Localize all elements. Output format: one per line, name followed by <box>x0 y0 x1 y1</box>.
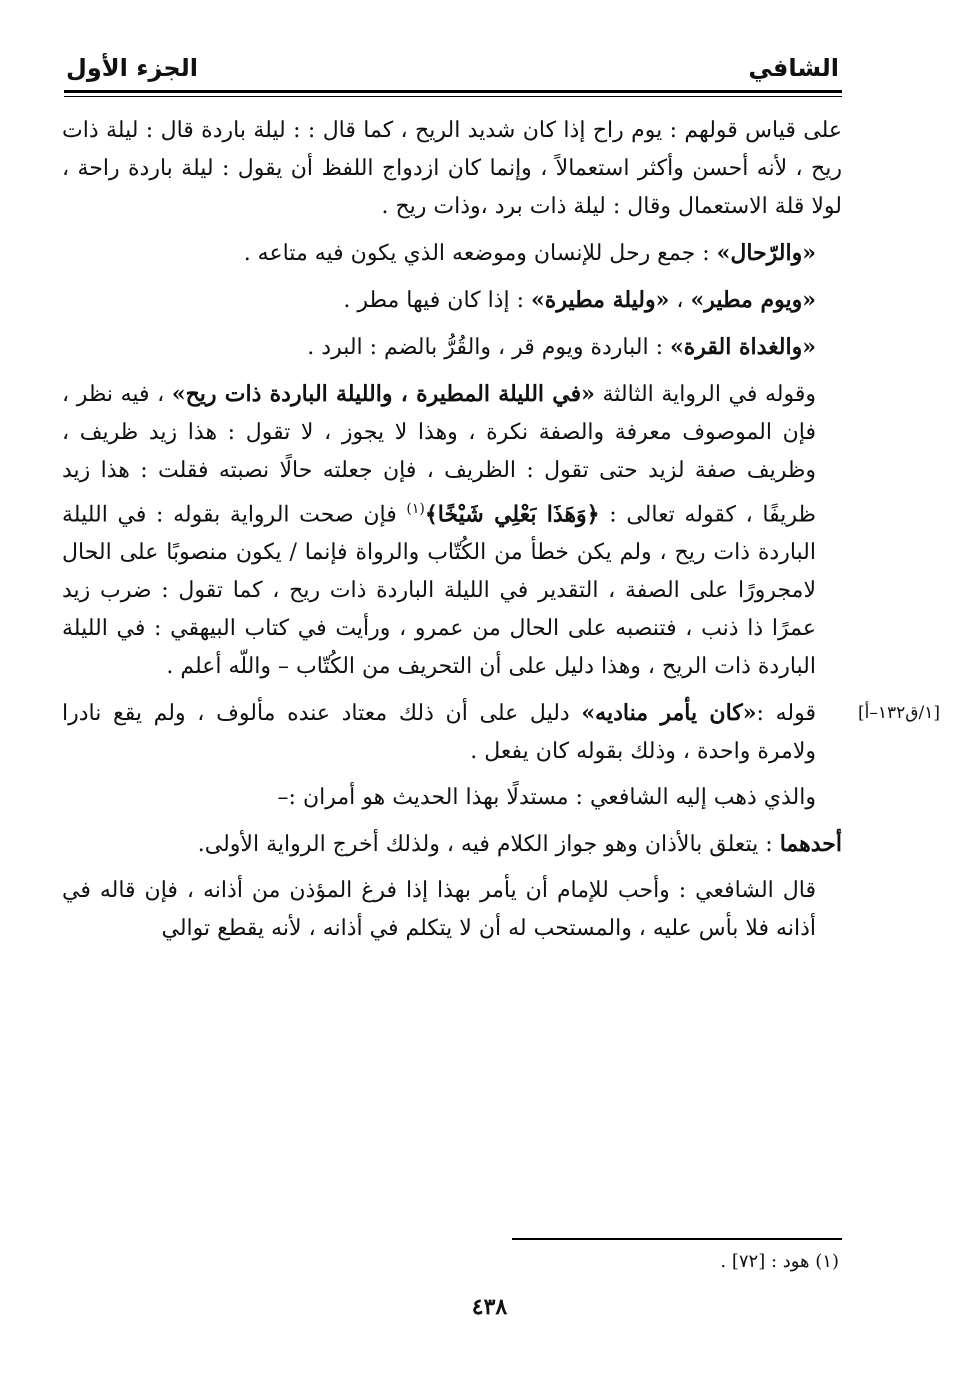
emphasized-phrase: «في الليلة المطيرة ، والليلة الباردة ذات ريح» <box>171 381 595 407</box>
emphasized-phrase: ﴿وَهَذَا بَعْلِي شَيْخًا﴾ <box>424 501 600 528</box>
text-run: قوله : <box>756 701 816 727</box>
paragraph-p3 <box>62 281 842 320</box>
paragraph-p4 <box>62 328 842 367</box>
paragraph-p1 <box>62 112 842 226</box>
emphasized-phrase: «ويوم مطير» <box>690 287 816 313</box>
paragraph-p6 <box>62 694 842 771</box>
main-text <box>62 112 842 956</box>
paragraph-p2 <box>62 234 842 273</box>
text-run: فإن صحت الرواية بقوله : في الليلة الباردة ذات ريح ، ولم يكن خطأ من الكُتّاب والرواة فإنما / يكون منصوبًا على الحال لامجرورًا على الصفة ، التقدير في الليلة الباردة ذات ريح ، كما تقول : ضرب زيد عمرًا ذا ذنب ، فتنصبه على الحال من عمرو ، ورأيت في كتاب البيهقي : في الليلة الباردة ذات الريح ، وهذا دليل على أن التحريف من الكُتّاب – واللّه أعلم . <box>62 502 816 680</box>
paragraph-p8 <box>62 825 842 864</box>
text-run: : جمع رحل للإنسان وموضعه الذي يكون فيه متاعه . <box>243 241 717 266</box>
text-run: : إذا كان فيها مطر . <box>343 288 532 313</box>
text-run: قال الشافعي : وأحب للإمام أن يأمر بهذا إذا فرغ المؤذن من أذانه ، فإن قاله في أذانه فلا بأس عليه ، والمستحب له أن لا يتكلم في أذانه ، لأنه يقطع توالي <box>62 878 816 942</box>
text-run: وقوله في الرواية الثالثة <box>594 382 817 407</box>
text-run: : الباردة ويوم قر ، والقُرُّ بالضم : البرد . <box>307 335 670 360</box>
paragraph-p7 <box>62 779 842 817</box>
text-run: دليل على أن ذلك معتاد عنده مألوف ، ولم يقع نادرا ولامرة واحدة ، وذلك بقوله كان يفعل . <box>62 701 816 765</box>
text-run: ، فيه نظر ، فإن الموصوف معرفة والصفة نكرة ، وهذا لا يجوز ، لا تقول : هذا زيد ظريف ، وظريف صفة لزيد حتى تقول : الظريف ، فإن جعلته حالًا نصبته فقلت : هذا زيد ظريفًا ، كقوله تعالى : <box>62 382 816 528</box>
volume-label: الجزء الأول <box>66 54 198 82</box>
text-run: على قياس قولهم : يوم راح إذا كان شديد الريح ، كما قال : : ليلة باردة قال : ليلة ذات ريح ، لأنه أحسن وأكثر استعمالاً ، وإنما كان ازدواج اللفظ أن يقول : ليلة باردة راحة ، لولا قلة الاستعمال وقال : ليلة ذات برد ،وذات ريح . <box>62 118 842 219</box>
header-rule-thin <box>64 96 842 97</box>
manuscript-folio-note: [١/ق١٣٢–أ] <box>858 703 940 723</box>
book-title: الشافي <box>748 54 839 82</box>
footnote-rule <box>512 1238 842 1240</box>
text-run: والذي ذهب إليه الشافعي : مستدلًا بهذا الحديث هو أمران :– <box>277 785 816 811</box>
text-run: ، <box>669 288 691 313</box>
paragraph-p5 <box>62 375 842 686</box>
text-run: : يتعلق بالأذان وهو جواز الكلام فيه ، ولذلك أخرج الرواية الأولى. <box>197 832 780 858</box>
header-rule-thick <box>64 90 842 93</box>
emphasized-phrase: «وليلة مطيرة» <box>531 287 670 313</box>
emphasized-phrase: «والغداة القرة» <box>669 334 816 360</box>
emphasized-phrase: «كان يأمر مناديه» <box>581 700 757 727</box>
footnote-marker: (١) <box>406 501 425 517</box>
emphasized-phrase: «والرّحال» <box>716 240 816 266</box>
page-number: ٤٣٨ <box>471 1294 508 1320</box>
footnote: (١) هود : [٧٢] . <box>720 1251 839 1272</box>
paragraph-p9 <box>62 872 842 948</box>
emphasized-phrase: أحدهما <box>779 831 842 858</box>
